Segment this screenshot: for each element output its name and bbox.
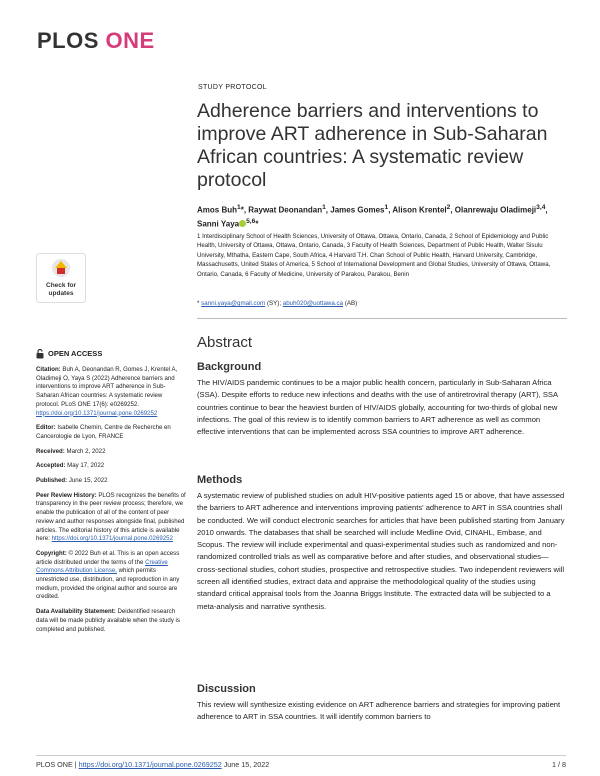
section-heading: Discussion: [197, 683, 256, 695]
logo-plos: PLOS: [37, 28, 99, 53]
background-section: [197, 361, 567, 438]
badge-line2: updates: [48, 290, 74, 297]
article-info-sidebar: [36, 349, 186, 640]
methods-section: [197, 474, 567, 613]
published-date: Published: June 15, 2022: [36, 477, 108, 485]
author-affil: 1: [237, 204, 241, 211]
section-heading: Methods: [197, 474, 243, 486]
article-title: Adherence barriers and interventions to improve ART adherence in Sub-Saharan African countries: A systematic review protocol: [197, 100, 548, 191]
ribbon-icon: [57, 268, 65, 274]
received-date: Received: March 2, 2022: [36, 447, 106, 455]
section-heading: Background: [197, 361, 262, 373]
email-link[interactable]: abuh020@uottawa.ca: [282, 300, 344, 307]
editor-block: Editor: Isabelle Chemin, Centre de Recherche en Cancerologie de Lyon, FRANCE: [36, 424, 171, 440]
article-type: STUDY PROTOCOL: [198, 84, 267, 91]
license-link[interactable]: Creative Commons Attribution License,: [36, 558, 168, 575]
author-name[interactable]: Sanni Yaya: [197, 219, 240, 229]
logo-one: ONE: [105, 28, 155, 53]
footer-divider: [36, 755, 566, 756]
corresponding-emails: * sanni.yaya@gmail.com (SY); abuh020@uottawa.ca (AB): [197, 300, 358, 307]
divider: [197, 318, 567, 319]
author-name[interactable]: Alison Krentel: [392, 205, 447, 215]
author-list: Amos Buh$^1$*, Raywat Deonandan$^1$, James Gomes$^1$, Alison Krentel$^2$, Olanrewaju Oladimeji$^{3,4}$, Sanni Yaya $^{5,6}$*: [197, 204, 548, 229]
peer-review-block: Peer Review History: PLOS recognizes the benefits of transparency in the peer review process; therefore, we enable the publication of all of the content of peer review and author responses alongside final, published articles. The editorial history of this article is available here: https://doi.org/10.1371/journal.pone.0269252: [36, 491, 186, 543]
page-number: 1 / 8: [552, 760, 566, 769]
author-name[interactable]: James Gomes: [330, 205, 385, 215]
data-availability-block: Data Availability Statement: Deidentified research data will be made publicly available when the study is completed and published.: [36, 608, 180, 633]
author-name[interactable]: Raywat Deonandan: [248, 205, 323, 215]
citation-block: Citation: Buh A, Deonandan R, Gomes J, Krentel A, Oladimeji O, Yaya S (2022) Adherence barriers and interventions to improve ART adherence in Sub-Saharan African countries: A systematic review protocol. PLoS ONE 17(6): e0269252. https://doi.org/10.1371/journal.pone.0269252: [36, 366, 178, 417]
check-for-updates-badge[interactable]: [36, 253, 86, 303]
open-access-label: OPEN ACCESS: [36, 349, 186, 359]
journal-logo: [37, 28, 155, 54]
email-link[interactable]: sanni.yaya@gmail.com: [201, 300, 266, 307]
badge-line1: Check for: [46, 282, 76, 289]
author-name[interactable]: Olanrewaju Oladimeji: [454, 205, 537, 215]
open-lock-icon: [36, 349, 44, 359]
author-name[interactable]: Amos Buh: [197, 205, 237, 215]
page-footer: PLOS ONE | https://doi.org/10.1371/journal.pone.0269252 June 15, 2022: [36, 760, 270, 769]
citation-doi-link[interactable]: https://doi.org/10.1371/journal.pone.0269252: [36, 409, 158, 417]
accepted-date: Accepted: May 17, 2022: [36, 462, 105, 470]
copyright-block: Copyright: © 2022 Buh et al. This is an open access article distributed under the terms of the Creative Commons Attribution License, which permits unrestricted use, distribution, and reproduction in any medium, provided the original author and source are credited.: [36, 549, 180, 601]
peer-review-link[interactable]: https://doi.org/10.1371/journal.pone.0269252: [51, 535, 173, 543]
abstract-heading: Abstract: [197, 334, 253, 351]
discussion-section: [197, 683, 567, 724]
section-text: This review will synthesize existing evidence on ART adherence barriers and strategies for improving patient adherence to ART in SSA countries. It will identify common barriers to: [197, 700, 561, 722]
section-text: The HIV/AIDS pandemic continues to be a major public health concern, particularly in Sub-Saharan Africa (SSA). Despite efforts to reduce new infections and deaths with the use of antiretroviral therapy (ART), SSA countries continue to bear the heaviest burden of HIV/AIDS globally, accounting for two-thirds of global new infections. The goal of this review is to identify common barriers to ART adherence as well as common effective interventions that can be implemented across SSA countries to improve ART adherence.: [197, 378, 558, 437]
footer-doi-link[interactable]: https://doi.org/10.1371/journal.pone.0269252: [78, 760, 222, 769]
affiliations: 1 Interdisciplinary School of Health Sciences, University of Ottawa, Ottawa, Ontario, Canada, 2 School of Epidemiology and Public Health, University of Ottawa, Ottawa, Ontario, Canada, 3 Faculty of Health Sciences, Department of Public Health, Walter Sisulu University, Mthatha, Eastern Cape, South Africa, 4 Harvard T.H. Chan School of Public Health, Harvard University, Cambridge, Massachusetts, United States of America, 5 School of International Development and Global Studies, University of Ottawa, Ottawa, Ontario, Canada, 6 Faculty of Medicine, University of Parakou, Parakou, Benin: [197, 233, 551, 278]
section-text: A systematic review of published studies on adult HIV-positive patients aged 15 or above, that have assessed the barriers to ART adherence and interventions improving patients' adherence to ART in SSA countries shall be conducted. We will conduct electronic searches for articles that have been published starting from January 2010 onwards. The databases that shall be searched will include Medline Ovid, CINAHL, Embase, and Scopus. The review will include experimental and quasi-experimental studies such as randomized and non-randomized controlled trials as well as comparative before and after studies, and observational studies—cross-sectional studies, cohort studies, prospective and retrospective studies. Two independent reviewers will screen all identified studies, extract data and appraise the methodological quality of the studies using standard critical appraisal tools from the Joanna Briggs Institute. The extracted data will be subjected to a meta-analysis and narrative synthesis.: [197, 491, 565, 611]
